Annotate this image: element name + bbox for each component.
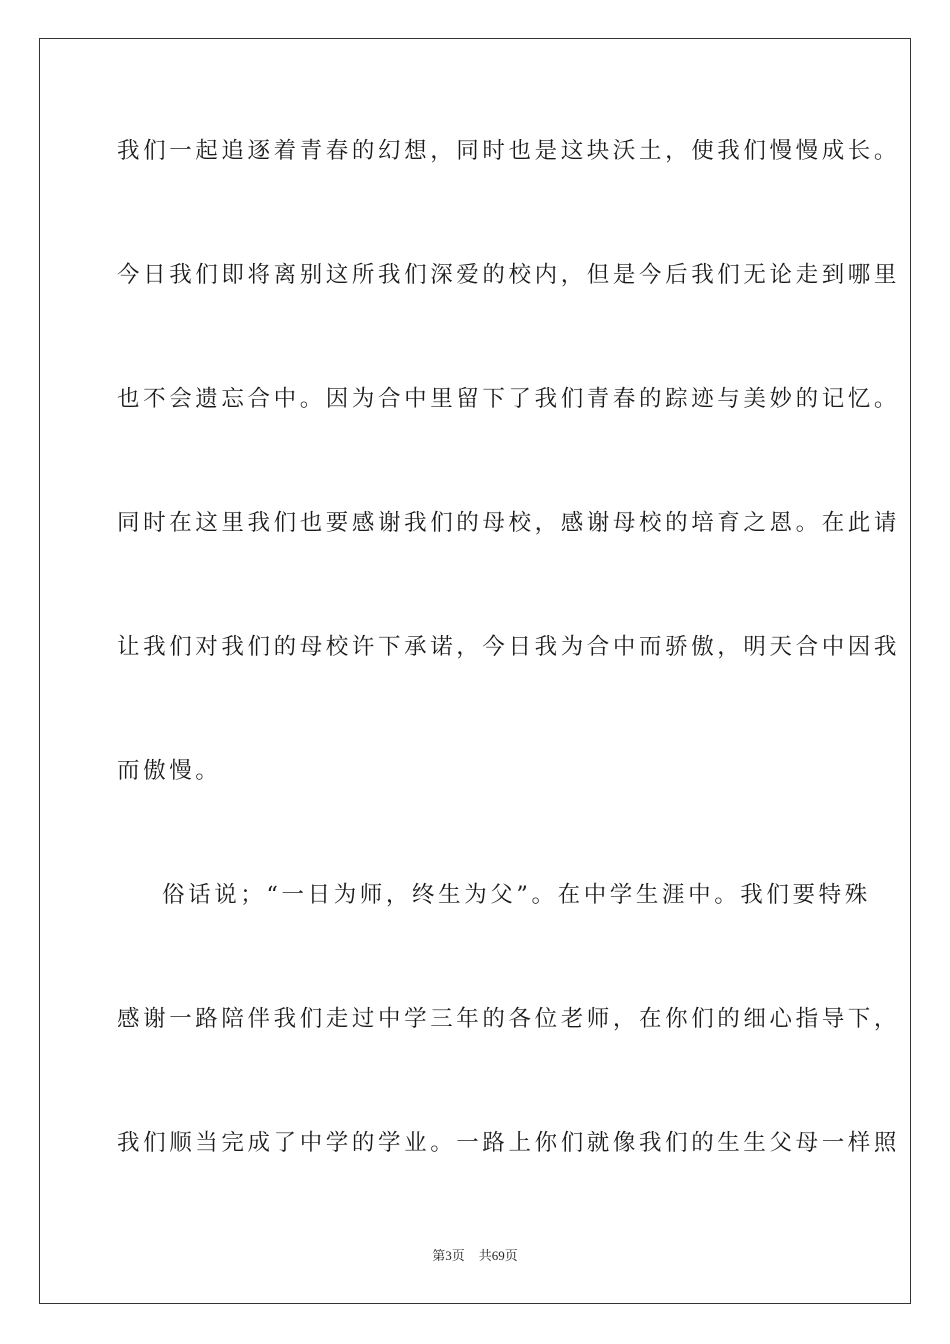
page-number: 第3页: [432, 1248, 465, 1263]
text-line: 感谢一路陪伴我们走过中学三年的各位老师，在你们的细心指导下，: [117, 1006, 901, 1032]
page-total: 共69页: [478, 1248, 518, 1263]
paragraph-first-line: 俗话说；“一日为师，终生为父”。在中学生涯中。我们要特殊: [162, 882, 871, 908]
text-line: 我们一起追逐着青春的幻想，同时也是这块沃土，使我们慢慢成长。: [117, 138, 901, 164]
page-border: [39, 38, 911, 1304]
page-footer: [0, 1247, 950, 1265]
text-line: 也不会遗忘合中。因为合中里留下了我们青春的踪迹与美妙的记忆。: [117, 386, 901, 412]
text-line: 我们顺当完成了中学的学业。一路上你们就像我们的生生父母一样照: [117, 1130, 901, 1156]
text-line: 而傲慢。: [117, 758, 222, 784]
text-line: 同时在这里我们也要感谢我们的母校，感谢母校的培育之恩。在此请: [117, 510, 901, 536]
text-line: 今日我们即将离别这所我们深爱的校内，但是今后我们无论走到哪里: [117, 262, 901, 288]
text-line: 让我们对我们的母校许下承诺，今日我为合中而骄傲，明天合中因我: [117, 634, 901, 660]
